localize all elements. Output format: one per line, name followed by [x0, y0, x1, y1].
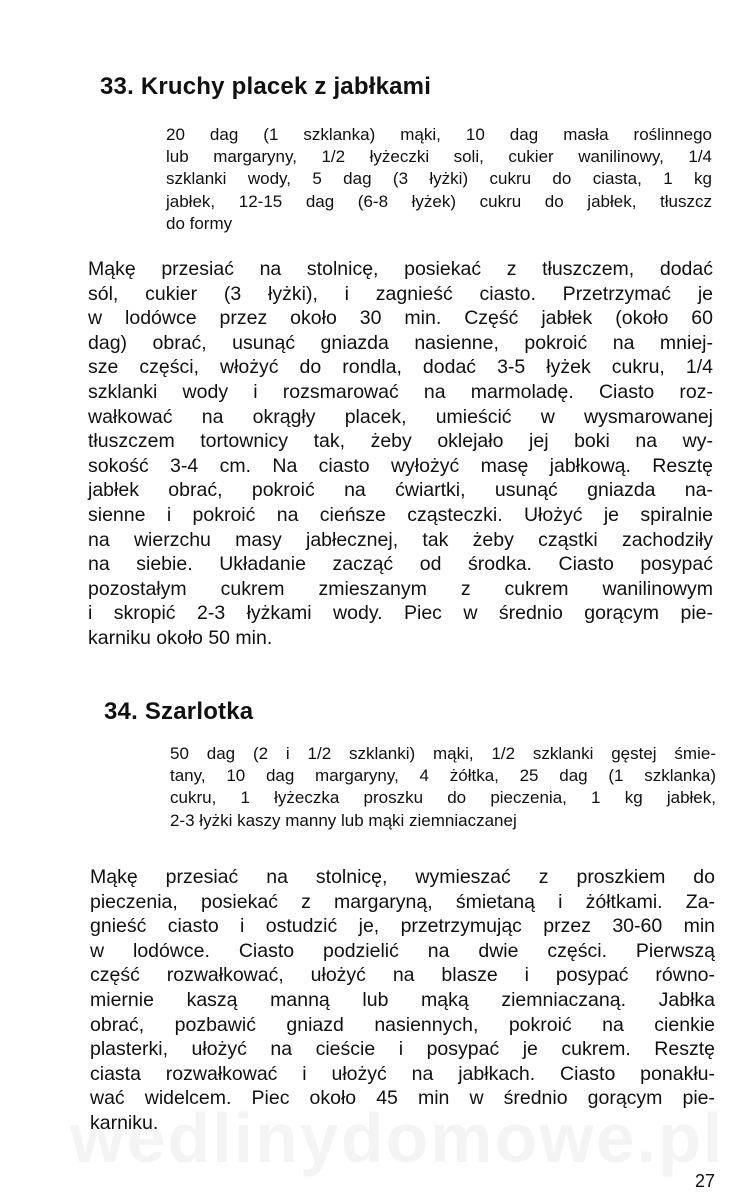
recipe-34-instructions — [90, 865, 715, 1136]
ingredient-line: tany, 10 dag margaryny, 4 żółtka, 25 dag (1 szklanka) — [170, 766, 716, 786]
instruction-line: Mąkę przesiać na stolnicę, posiekać z tłuszczem, dodać — [88, 258, 713, 280]
instruction-line: sze części, włożyć do rondla, dodać 3-5 łyżek cukru, 1/4 — [88, 356, 713, 379]
instruction-line: ciasta rozwałkować i ułożyć na jabłkach. Ciasto ponakłu- — [90, 1062, 715, 1085]
instruction-line: dag) obrać, usunąć gniazda nasienne, pokroić na mniej- — [88, 331, 713, 354]
instruction-line: miernie kaszą manną lub mąką ziemniaczaną. Jabłka — [90, 988, 715, 1011]
instruction-line: plasterki, ułożyć na cieście i posypać je cukrem. Resztę — [90, 1038, 715, 1061]
instruction-line: sienne i pokroić na cieńsze cząsteczki. Ułożyć je spiralnie — [88, 503, 713, 526]
instruction-line: w lodówce. Ciasto podzielić na dwie części. Pierwszą — [90, 939, 715, 962]
instruction-line: pozostałym cukrem zmieszanym z cukrem wanilinowym — [88, 577, 713, 600]
instruction-line: na wierzchu masy jabłecznej, tak żeby cząstki zachodziły — [88, 528, 713, 551]
ingredient-line: cukru, 1 łyżeczka proszku do pieczenia, 1 kg jabłek, — [170, 788, 716, 808]
recipe-34-ingredients — [170, 743, 716, 832]
ingredient-line: szklanki wody, 5 dag (3 łyżki) cukru do ciasta, 1 kg — [166, 169, 712, 189]
instruction-line: część rozwałkować, ułożyć na blasze i posypać równo- — [90, 964, 715, 987]
recipe-33-ingredients — [166, 124, 712, 235]
instruction-line: sól, cukier (3 łyżki), i zagnieść ciasto. Przetrzymać je — [88, 282, 713, 305]
instruction-line: wałkować na okrągły placek, umieścić w wysmarowanej — [88, 405, 713, 428]
ingredient-line: 20 dag (1 szklanka) mąki, 10 dag masła roślinnego — [166, 125, 712, 144]
instruction-line: obrać, pozbawić gniazd nasiennych, pokroić na cienkie — [90, 1013, 715, 1036]
recipe-title-33: 33. Kruchy placek z jabłkami — [100, 73, 432, 100]
instruction-line: szklanki wody i rozsmarować na marmoladę. Ciasto roz- — [88, 380, 713, 403]
instruction-line: wać widelcem. Piec około 45 min w średnio gorącym pie- — [90, 1087, 715, 1110]
ingredient-line: do formy — [166, 213, 233, 233]
instruction-line: tłuszczem tortownicy tak, żeby oklejało jej boki na wy- — [88, 430, 713, 453]
instruction-line: na siebie. Układanie zacząć od środka. Ciasto posypać — [88, 553, 713, 576]
instruction-line: pieczenia, posiekać z margaryną, śmietaną i żółtkami. Za- — [90, 890, 715, 913]
instruction-line: i skropić 2-3 łyżkami wody. Piec w średnio gorącym pie- — [88, 602, 713, 625]
ingredient-line: 2-3 łyżki kaszy manny lub mąki ziemniaczanej — [170, 810, 517, 830]
instruction-line: jabłek obrać, pokroić na ćwiartki, usunąć gniazda na- — [88, 479, 713, 502]
recipe-33-instructions — [88, 257, 713, 651]
ingredient-line: 50 dag (2 i 1/2 szklanki) mąki, 1/2 szklanki gęstej śmie- — [170, 744, 716, 763]
instruction-line: karniku około 50 min. — [88, 626, 273, 649]
instruction-line: Mąkę przesiać na stolnicę, wymieszać z proszkiem do — [90, 866, 715, 888]
instruction-line: sokość 3-4 cm. Na ciasto wyłożyć masę jabłkową. Resztę — [88, 454, 713, 477]
instruction-line: karniku. — [90, 1111, 159, 1134]
instruction-line: w lodówce przez około 30 min. Część jabłek (około 60 — [88, 307, 713, 330]
ingredient-line: jabłek, 12-15 dag (6-8 łyżek) cukru do jabłek, tłuszcz — [166, 191, 712, 211]
ingredient-line: lub margaryny, 1/2 łyżeczki soli, cukier wanilinowy, 1/4 — [166, 147, 712, 167]
instruction-line: gnieść ciasto i ostudzić je, przetrzymując przez 30-60 min — [90, 915, 715, 938]
page-number: 27 — [694, 1171, 715, 1191]
recipe-title-34: 34. Szarlotka — [104, 698, 254, 725]
